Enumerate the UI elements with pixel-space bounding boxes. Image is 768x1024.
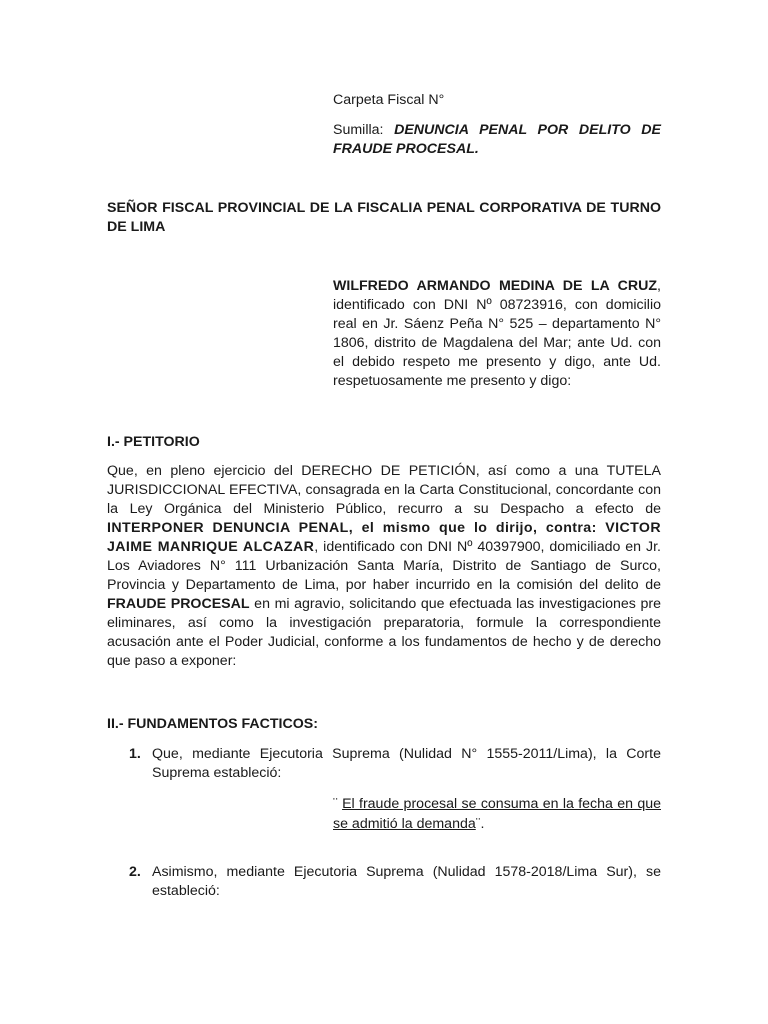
petitorio-text-c: , identificado con DNI Nº 40397900, domiciliado en Jr. Los Aviadores N° 111 Urbanización Santa María, Distrito de Santiago de Surco, Provincia y Departamento de Lima, por haber incurrido en la comisión del delito de xyxy=(107,539,661,593)
petitorio-text-e: en mi agravio, solicitando que efectuada las investigaciones pre eliminares, así como la investigación preparatoria, formule la correspondiente acusación ante el Poder Judicial, conforme a los fundamentos de hecho y de derecho que paso a exponer: xyxy=(107,596,661,669)
sumilla-value: DENUNCIA PENAL POR DELITO DE FRAUDE PROCESAL. xyxy=(333,122,661,157)
sumilla xyxy=(333,121,661,159)
complainant-block: WILFREDO ARMANDO MEDINA DE LA CRUZ, identificado con DNI Nº 08723916, con domicilio real en Jr. Sáenz Peña N° 525 – departamento N° 1806, distrito de Magdalena del Mar; ante Ud. con el debido respeto me presento y digo, ante Ud. respetuosamente me presento y digo: xyxy=(333,278,661,389)
petitorio-defendant: INTERPONER DENUNCIA PENAL, el mismo que lo dirijo, contra: VICTOR JAIME MANRIQUE ALCAZAR xyxy=(107,520,661,555)
item-2-text: Asimismo, mediante Ejecutoria Suprema (Nulidad 1578-2018/Lima Sur), se estableció: xyxy=(152,864,661,899)
quote-close-mark: ¨. xyxy=(475,816,485,832)
petitorio-crime: FRAUDE PROCESAL xyxy=(107,596,250,612)
petitorio-text-a: Que, en pleno ejercicio del DERECHO DE PETICIÓN, así como a una TUTELA JURISDICCIONAL EFECTIVA, consagrada en la Carta Constitucional, concordante con la Ley Orgánica del Ministerio Público, recurro a su Despacho a efecto de xyxy=(107,463,661,517)
quote-open-mark: ¨ xyxy=(333,796,343,812)
jurisprudence-quote xyxy=(333,794,661,834)
item-1-number: 1. xyxy=(129,746,141,762)
complainant-text: identificado con DNI Nº 08723916, con domicilio real en Jr. Sáenz Peña N° 525 – departamento N° 1806, distrito de Magdalena del Mar; ante Ud. con el debido respeto me presento y digo, ante Ud. respetuosamente me presento y digo: xyxy=(333,297,661,389)
carpeta-fiscal: Carpeta Fiscal N° xyxy=(333,92,445,108)
addressee-heading: SEÑOR FISCAL PROVINCIAL DE LA FISCALIA PENAL CORPORATIVA DE TURNO DE LIMA xyxy=(107,200,661,235)
item-1-text: Que, mediante Ejecutoria Suprema (Nulidad N° 1555-2011/Lima), la Corte Suprema estableció: xyxy=(152,746,661,781)
quote-text: El fraude procesal se consuma en la fecha en que se admitió la demanda xyxy=(333,796,661,832)
sumilla-label: Sumilla: xyxy=(333,122,384,138)
section-1-title: I.- PETITORIO xyxy=(107,434,200,450)
petitorio-paragraph xyxy=(107,462,661,671)
section-2-title: II.- FUNDAMENTOS FACTICOS: xyxy=(107,716,318,732)
complainant-name: WILFREDO ARMANDO MEDINA DE LA CRUZ xyxy=(333,278,658,294)
item-2-number: 2. xyxy=(129,864,141,880)
